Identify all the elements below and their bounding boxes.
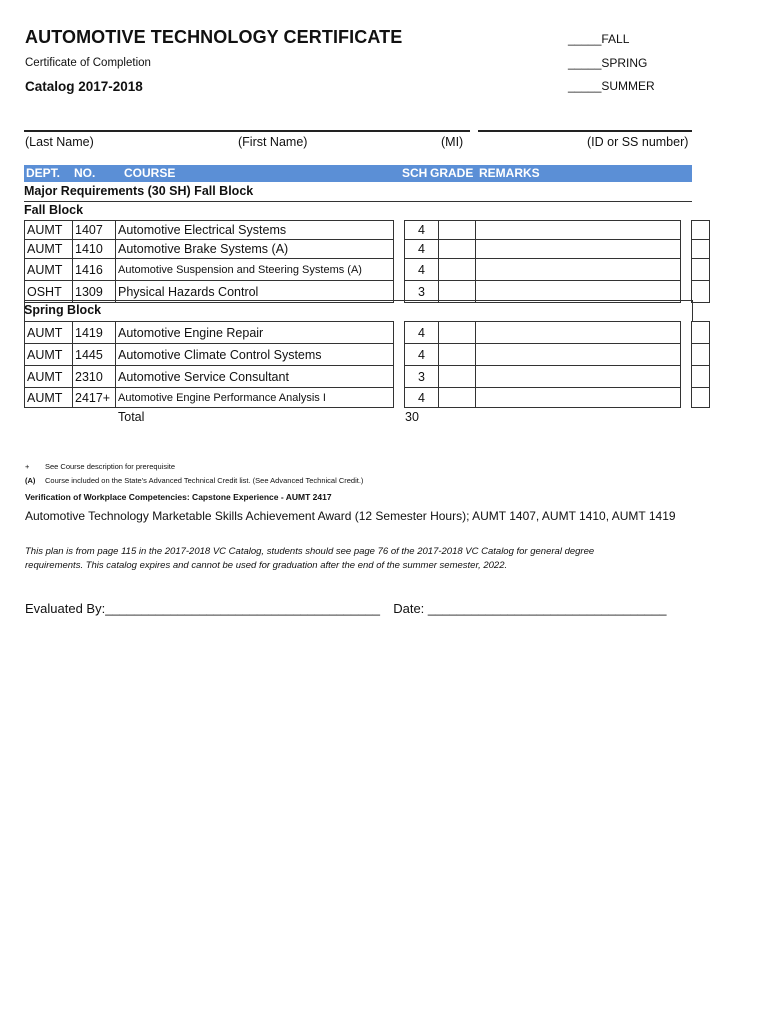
sch-cell: 3 — [405, 281, 439, 303]
table-row — [25, 240, 710, 259]
checkbox-cell[interactable] — [692, 322, 710, 344]
table-row — [25, 322, 710, 344]
verification-note: Verification of Workplace Competencies: Capstone Experience - AUMT 2417 — [25, 492, 332, 502]
col-course: COURSE — [124, 166, 176, 180]
divider — [24, 201, 692, 202]
number-cell: 2417+ — [73, 388, 116, 408]
table-row — [25, 344, 710, 366]
number-cell: 1445 — [73, 344, 116, 366]
date-label: Date: _________________________________ — [393, 601, 667, 616]
table-row — [25, 388, 710, 408]
spring-block-header-box — [24, 300, 693, 322]
fall-block-table — [24, 220, 710, 303]
spring-block-heading: Spring Block — [24, 303, 102, 317]
grade-cell[interactable] — [439, 240, 476, 259]
last-name-label: (Last Name) — [25, 135, 94, 149]
sch-cell: 4 — [405, 388, 439, 408]
checkbox-cell[interactable] — [692, 344, 710, 366]
id-input-line[interactable] — [478, 130, 692, 132]
remarks-cell[interactable] — [476, 240, 681, 259]
col-grade: GRADE — [430, 166, 474, 180]
note-mark-prerequisite: + — [25, 462, 30, 471]
sch-cell: 4 — [405, 259, 439, 281]
course-cell: Automotive Brake Systems (A) — [116, 240, 394, 259]
spring-block-table — [24, 321, 710, 408]
sch-cell: 3 — [405, 366, 439, 388]
remarks-cell[interactable] — [476, 259, 681, 281]
dept-cell: AUMT — [25, 388, 73, 408]
dept-cell: AUMT — [25, 259, 73, 281]
grade-cell[interactable] — [439, 322, 476, 344]
number-cell: 1410 — [73, 240, 116, 259]
sch-cell: 4 — [405, 221, 439, 240]
plan-note-line-1: This plan is from page 115 in the 2017-2018 VC Catalog, students should see page 76 of the 2017-2018 VC Catalog for general degree — [25, 546, 595, 557]
checkbox-cell[interactable] — [692, 221, 710, 240]
note-advanced-credit: Course included on the State's Advanced Technical Credit list. (See Advanced Technical Credit.) — [45, 476, 364, 485]
mi-label: (MI) — [441, 135, 464, 149]
course-cell: Automotive Suspension and Steering Systems (A) — [116, 259, 394, 281]
page-title: AUTOMOTIVE TECHNOLOGY CERTIFICATE — [25, 27, 403, 47]
number-cell: 1407 — [73, 221, 116, 240]
table-row — [25, 259, 710, 281]
major-requirements-heading: Major Requirements (30 SH) Fall Block — [24, 184, 254, 198]
grade-cell[interactable] — [439, 344, 476, 366]
evaluated-by-field[interactable] — [25, 601, 667, 616]
name-input-line[interactable] — [24, 130, 470, 132]
course-cell: Automotive Electrical Systems — [116, 221, 394, 240]
grade-cell[interactable] — [439, 366, 476, 388]
sch-cell: 4 — [405, 344, 439, 366]
checkbox-cell[interactable] — [692, 388, 710, 408]
remarks-cell[interactable] — [476, 388, 681, 408]
certificate-subtitle: Certificate of Completion — [25, 57, 151, 69]
dept-cell: AUMT — [25, 240, 73, 259]
plan-note-line-2: requirements. This catalog expires and cannot be used for graduation after the end of the summer semester, 2022. — [25, 560, 508, 571]
number-cell: 1309 — [73, 281, 116, 303]
course-cell: Automotive Engine Performance Analysis I — [116, 388, 394, 408]
col-sch: SCH — [402, 166, 428, 180]
note-mark-advanced-credit: (A) — [25, 476, 36, 485]
remarks-cell[interactable] — [476, 344, 681, 366]
fall-block-heading: Fall Block — [24, 203, 84, 217]
col-remarks: REMARKS — [479, 166, 540, 180]
checkbox-cell[interactable] — [692, 259, 710, 281]
grade-cell[interactable] — [439, 388, 476, 408]
term-fall[interactable]: _____FALL — [568, 32, 630, 46]
dept-cell: OSHT — [25, 281, 73, 303]
dept-cell: AUMT — [25, 221, 73, 240]
grade-cell[interactable] — [439, 259, 476, 281]
term-summer[interactable]: _____SUMMER — [568, 79, 655, 93]
col-no: NO. — [74, 166, 96, 180]
remarks-cell[interactable] — [476, 221, 681, 240]
id-label: (ID or SS number) — [587, 135, 689, 149]
catalog-year: Catalog 2017-2018 — [25, 79, 143, 94]
sch-cell: 4 — [405, 240, 439, 259]
checkbox-cell[interactable] — [692, 281, 710, 303]
number-cell: 2310 — [73, 366, 116, 388]
term-spring[interactable]: _____SPRING — [568, 56, 648, 70]
course-cell: Automotive Climate Control Systems — [116, 344, 394, 366]
checkbox-cell[interactable] — [692, 366, 710, 388]
grade-cell[interactable] — [439, 221, 476, 240]
dept-cell: AUMT — [25, 344, 73, 366]
first-name-label: (First Name) — [238, 135, 308, 149]
table-row — [25, 221, 710, 240]
sch-cell: 4 — [405, 322, 439, 344]
total-value: 30 — [405, 410, 419, 424]
total-label: Total — [118, 410, 145, 424]
dept-cell: AUMT — [25, 366, 73, 388]
note-prerequisite: See Course description for prerequisite — [45, 462, 176, 471]
checkbox-cell[interactable] — [692, 240, 710, 259]
number-cell: 1416 — [73, 259, 116, 281]
remarks-cell[interactable] — [476, 322, 681, 344]
course-cell: Automotive Engine Repair — [116, 322, 394, 344]
remarks-cell[interactable] — [476, 366, 681, 388]
course-cell: Automotive Service Consultant — [116, 366, 394, 388]
award-note: Automotive Technology Marketable Skills Achievement Award (12 Semester Hours); AUMT 1407, AUMT 1410, AUMT 1419 — [25, 509, 676, 523]
evaluated-by-label: Evaluated By:______________________________________ — [25, 601, 380, 616]
number-cell: 1419 — [73, 322, 116, 344]
col-dept: DEPT. — [26, 166, 61, 180]
table-row — [25, 366, 710, 388]
dept-cell: AUMT — [25, 322, 73, 344]
course-cell: Physical Hazards Control — [116, 281, 394, 303]
